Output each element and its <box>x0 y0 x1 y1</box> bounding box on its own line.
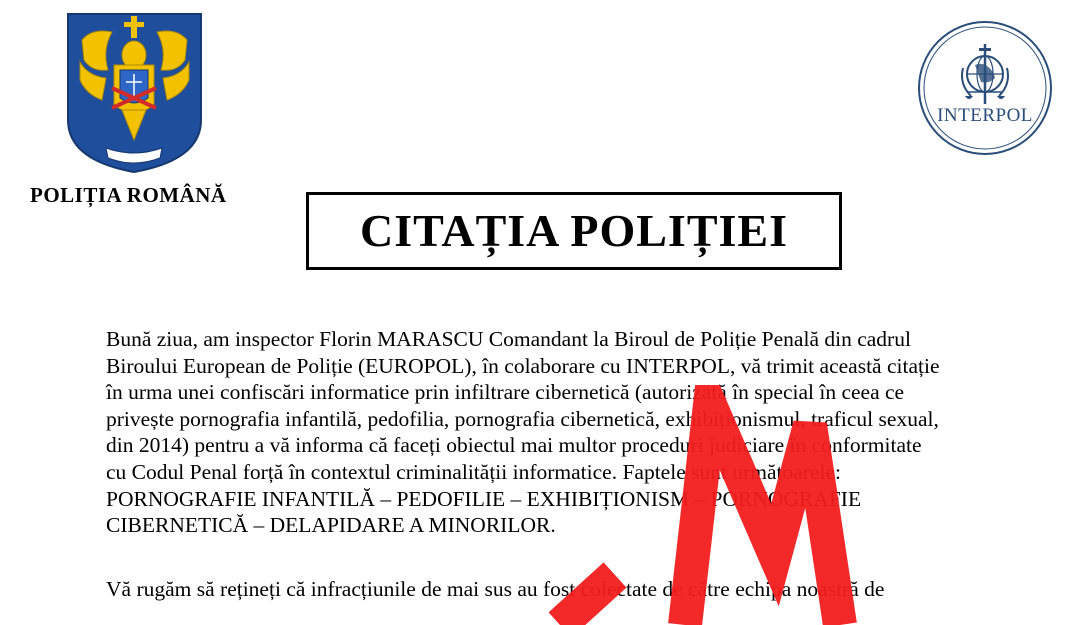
body-line: Biroului European de Poliție (EUROPOL), în colaborare cu INTERPOL, vă trimit această citație <box>106 353 940 378</box>
body-paragraph-1 <box>106 326 1036 539</box>
body-line: în urma unei confiscări informatice prin infiltrare cibernetică (autorizată în special în ceea ce <box>106 380 905 405</box>
body-line: privește pornografia infantilă, pedofilia, pornografia cibernetică, exhibiționismul, traficul sexual, <box>106 406 939 431</box>
body-line: Bună ziua, am inspector Florin MARASCU Comandant la Biroul de Poliție Penală din cadrul <box>106 327 911 351</box>
document-title: CITAȚIA POLIȚIEI <box>359 205 788 256</box>
interpol-label: INTERPOL <box>937 105 1033 126</box>
document-title-box <box>306 192 842 270</box>
body-line: CIBERNETICĂ – DELAPIDARE A MINORILOR. <box>106 513 556 538</box>
body-paragraph-2: Vă rugăm să rețineți că infracțiunile de mai sus au fost colectate de către echipa noastră de <box>106 577 885 601</box>
organization-name: POLIȚIA ROMÂNĂ <box>30 183 227 207</box>
body-line: PORNOGRAFIE INFANTILĂ – PEDOFILIE – EXHIBIȚIONISM – PORNOGRAFIE <box>106 486 862 511</box>
interpol-seal-logo <box>915 18 1055 158</box>
romanian-police-crest-logo <box>62 10 207 175</box>
body-line: cu Codul Penal forță în contextul criminalității informatice. Faptele sunt următoarele: <box>106 459 841 484</box>
body-line: din 2014) pentru a vă informa că faceți obiectul mai multor proceduri judiciare în conformitate <box>106 433 922 458</box>
